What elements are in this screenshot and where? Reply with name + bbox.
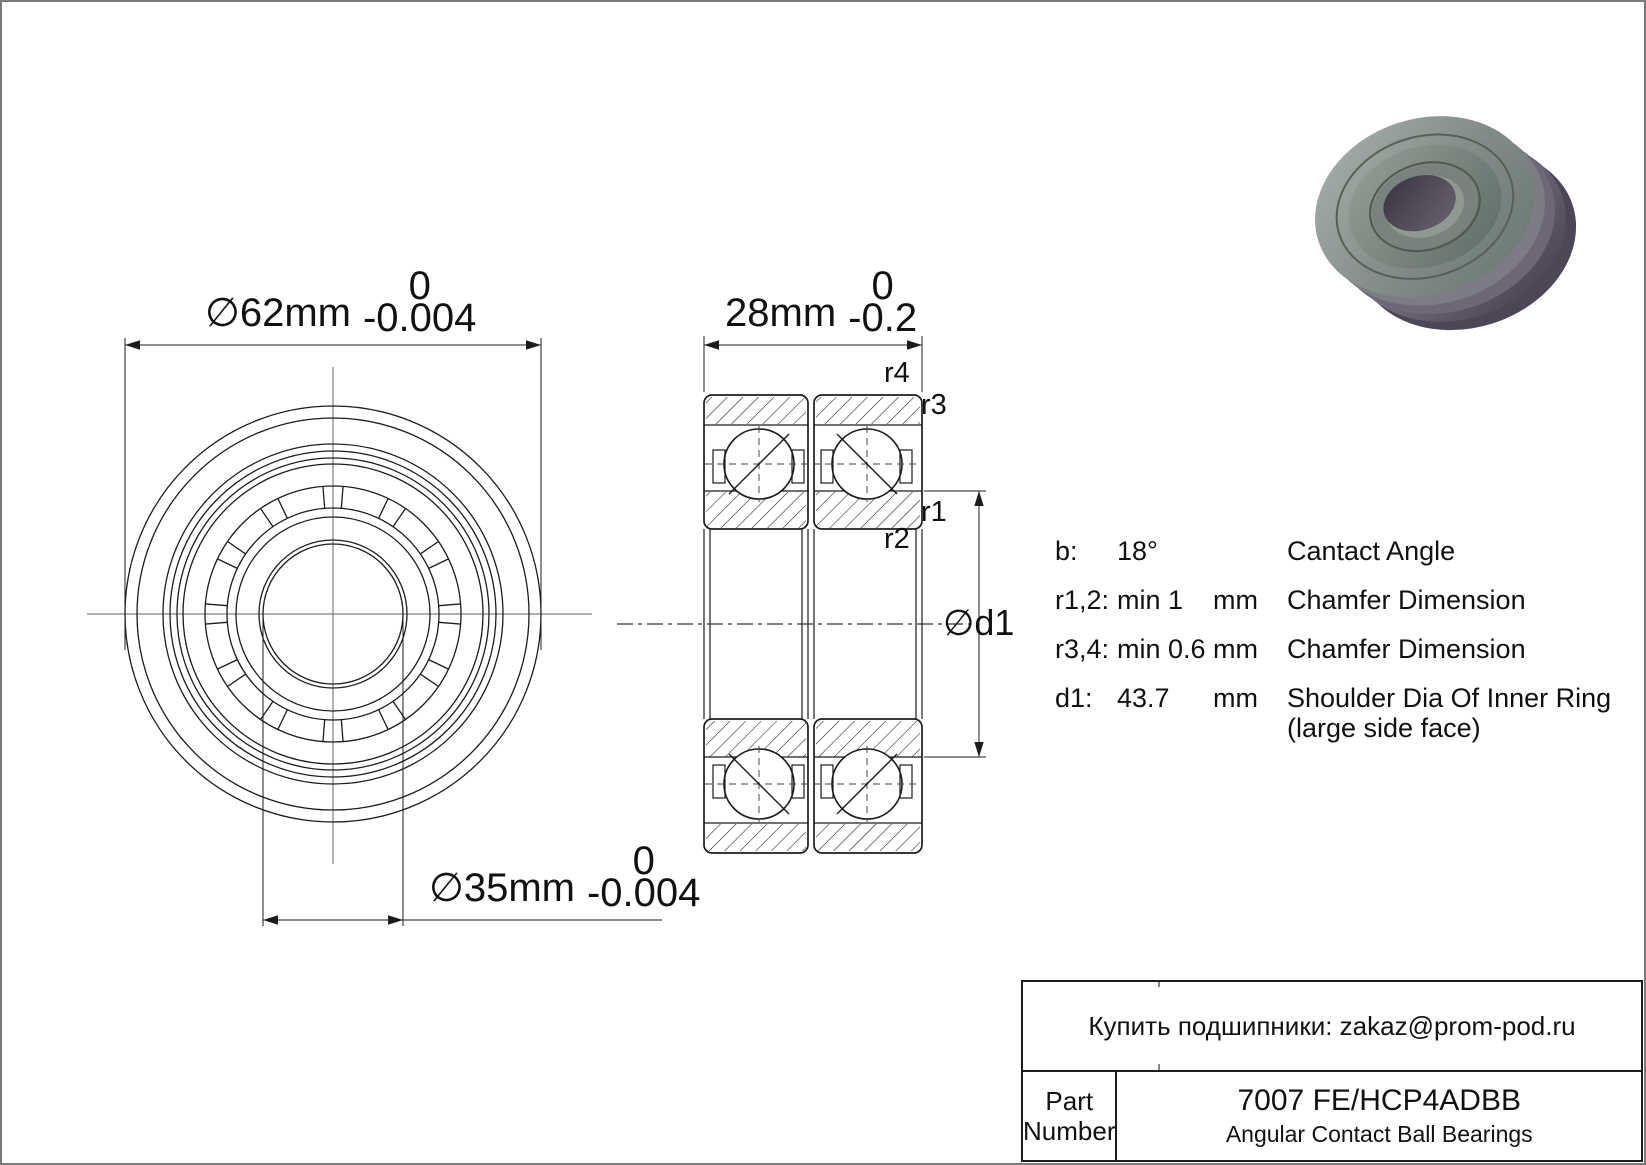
spec-description: Shoulder Dia Of Inner Ring (large side face) [1287,683,1612,743]
spec-description: Chamfer Dimension [1287,634,1526,664]
spec-value: min 0.6 [1117,634,1206,664]
width-value: 28mm [725,291,837,335]
spec-unit: mm [1213,585,1258,615]
spec-label: d1: [1055,683,1093,713]
spec-description: Chamfer Dimension [1287,585,1526,615]
spec-value: 18° [1117,536,1158,566]
chamfer-label-r2: r2 [884,523,910,555]
bore-diameter-text [429,839,701,915]
outer-diameter-tolerance: 0 -0.004 [362,264,477,340]
contact-info: Купить подшипники: zakaz@prom-pod.ru [1023,982,1641,1072]
bore-diameter-tolerance: 0 -0.004 [586,839,701,915]
width-tolerance: 0 -0.2 [848,264,918,340]
spec-row-shoulder-dia [1055,683,1611,743]
chamfer-label-r1: r1 [921,496,947,528]
part-number-label: Part Number [1023,1072,1117,1160]
spec-description: Cantact Angle [1287,536,1456,566]
spec-label: b: [1055,536,1078,566]
spec-row-chamfer-r34 [1055,634,1611,683]
title-block [1021,980,1643,1162]
part-row [1023,1072,1641,1160]
chamfer-label-r3: r3 [921,389,947,421]
part-number: 7007 FE/HCP4ADBB [1237,1084,1521,1117]
bore-diameter-value: ∅35mm [429,866,575,910]
chamfer-label-r4: r4 [884,357,910,389]
spec-unit: mm [1213,683,1258,713]
width-dimension-text [725,264,918,340]
spec-value: min 1 [1117,585,1184,615]
part-info [1117,1072,1641,1160]
front-view-drawing [87,338,662,926]
spec-unit: mm [1213,634,1258,664]
spec-label: r3,4: [1055,634,1110,664]
part-type: Angular Contact Ball Bearings [1225,1121,1533,1147]
outer-diameter-text [205,264,477,340]
d1-dimension-label: ∅d1 [943,602,1015,643]
outer-diameter-value: ∅62mm [205,291,351,335]
spec-list [1055,536,1611,743]
spec-label: r1,2: [1055,585,1110,615]
spec-value: 43.7 [1117,683,1170,713]
spec-row-contact-angle [1055,536,1611,585]
bearing-3d-render [1291,79,1600,366]
spec-row-chamfer-r12 [1055,585,1611,634]
